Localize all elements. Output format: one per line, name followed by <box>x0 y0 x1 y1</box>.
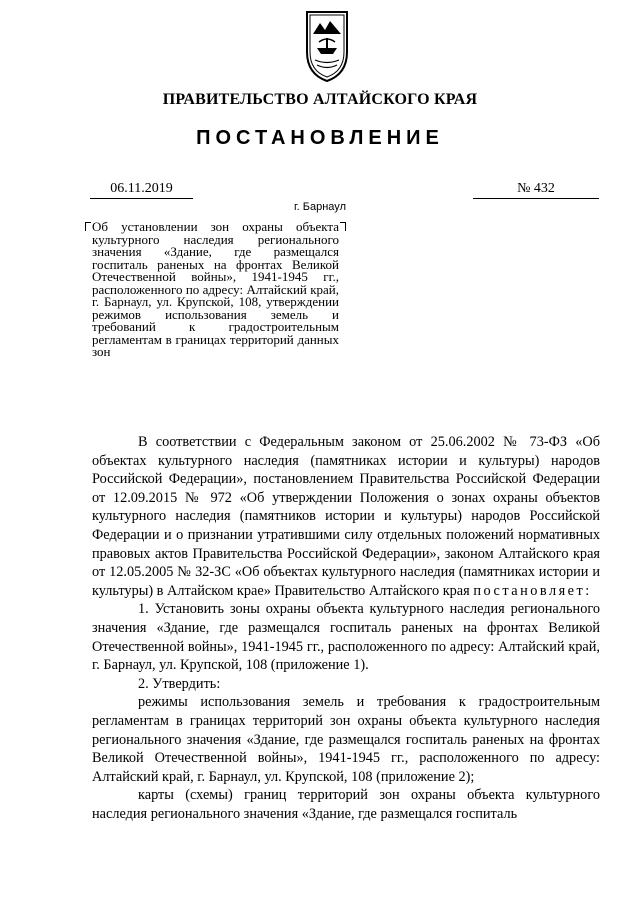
document-type: ПОСТАНОВЛЕНИЕ <box>196 127 444 149</box>
item-2b-paragraph: карты (схемы) границ территорий зон охраны объекта культурного наследия регионального значения «Здание, где размещался госпиталь <box>92 787 600 822</box>
subject-bracket-left <box>85 222 91 231</box>
document-city: г. Барнаул <box>294 201 346 213</box>
document-body <box>92 433 600 823</box>
item-2a-paragraph: режимы использования земель и требования к градостроительным регламентам в границах территорий зон охраны объекта культурного наследия регионального значения «Здание, где размещался госпиталь раненых на фронтах Великой Отечественной войны», 1941-1945 гг., расположенного по адресу: Алтайский край, г. Барнаул, ул. Крупской, 108 (приложение 2); <box>92 694 600 785</box>
decree-word: постановляет: <box>473 582 592 599</box>
item-1-paragraph: 1. Установить зоны охраны объекта культурного наследия регионального значения «Здание, где размещался госпиталь раненых на фронтах Великой Отечественной войны», 1941-1945 гг., расположенного по адресу: Алтайский край, г. Барнаул, ул. Крупской, 108 (приложение 1). <box>92 601 600 674</box>
document-number: № 432 <box>473 180 599 199</box>
subject-bracket-right <box>340 222 346 231</box>
organization-title: ПРАВИТЕЛЬСТВО АЛТАЙСКОГО КРАЯ <box>162 91 478 108</box>
preamble-text: В соответствии с Федеральным законом от 25.06.2002 № 73-ФЗ «Об объектах культурного наследия (памятниках истории и культуры) народов Российской Федерации», постановлением Правительства Российской Федерации от 12.09.2015 № 972 «Об утверждении Положения о зонах охраны объектов культурного наследия (памятников истории и культуры) народов Российской Федерации и о признании утратившими силу отдельных положений нормативных правовых актов Правительства Российской Федерации», законом Алтайского края от 12.05.2005 № 32-ЗС «Об объектах культурного наследия (памятниках истории и культуры) в Алтайском крае» Правительство Алтайского края <box>92 434 600 599</box>
item-2-paragraph: 2. Утвердить: <box>138 675 221 692</box>
coat-of-arms-icon <box>303 8 351 84</box>
document-subject: Об установлении зон охраны объекта культурного наследия регионального значения «Здание, где размещался госпиталь раненых на фронтах Великой Отечественной войны», 1941-1945 гг., расположенного по адресу: Алтайский край, г. Барнаул, ул. Крупской, 108, утверждении режимов использования земель и требований к градостроительным регламентам в границах территорий данных зон <box>92 219 339 359</box>
preamble-paragraph <box>92 433 600 600</box>
document-date: 06.11.2019 <box>90 180 193 199</box>
